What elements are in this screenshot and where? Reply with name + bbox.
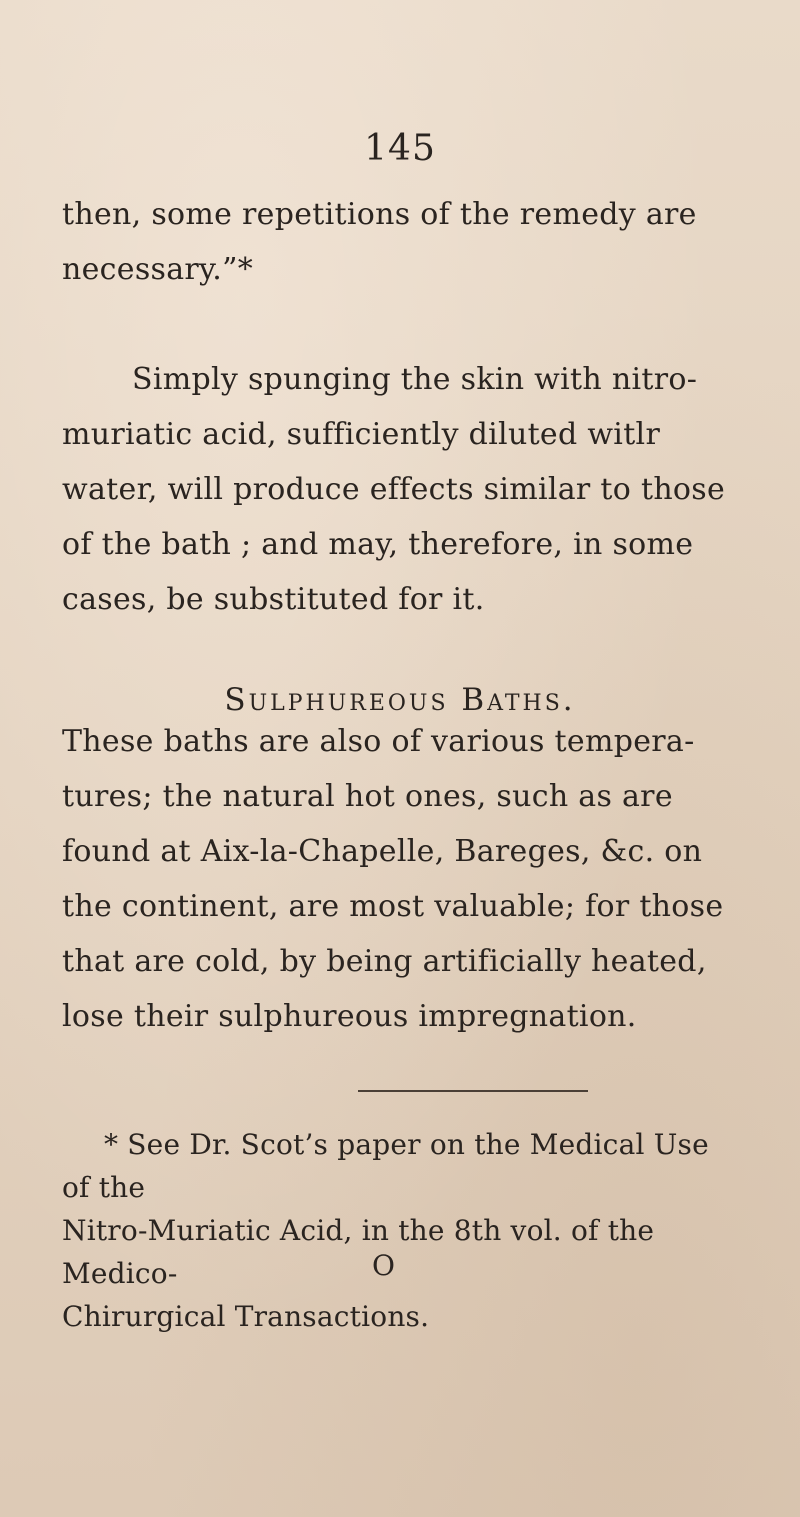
text-line: lose their sulphureous impregnation. <box>62 999 637 1034</box>
section-heading: Sulphureous Baths. <box>224 682 576 718</box>
text-line: muriatic acid, sufficiently diluted witlr <box>62 417 661 452</box>
text-line: Chirurgical Transactions. <box>62 1300 430 1333</box>
text-line: then, some repetitions of the remedy are <box>62 197 697 232</box>
text-line: Simply spunging the skin with nitro- <box>132 362 698 397</box>
page-number: 145 <box>364 128 436 169</box>
text-line: found at Aix-la-Chapelle, Bareges, &c. on <box>62 834 703 869</box>
signature-mark: O <box>372 1249 395 1282</box>
text-line: These baths are also of various tempera- <box>62 724 695 759</box>
text-line: of the bath ; and may, therefore, in some <box>62 527 694 562</box>
footnote-divider <box>358 1090 588 1092</box>
text-line: necessary.”* <box>62 252 254 287</box>
text-line: the continent, are most valuable; for those <box>62 889 724 924</box>
paragraph-nitro-muriatic <box>62 352 738 627</box>
text-line: water, will produce effects similar to those <box>62 472 726 507</box>
paragraph-sulphureous-baths <box>62 714 738 1044</box>
text-line: * See Dr. Scot’s paper on the Medical Use of the <box>62 1128 709 1204</box>
footnote <box>62 1123 738 1338</box>
text-line: Nitro-Muriatic Acid, in the 8th vol. of the Medico- <box>62 1214 655 1290</box>
text-line: cases, be substituted for it. <box>62 582 485 617</box>
text-line: tures; the natural hot ones, such as are <box>62 779 673 814</box>
paragraph-continuation <box>62 187 738 297</box>
text-line: that are cold, by being artificially heated, <box>62 944 707 979</box>
